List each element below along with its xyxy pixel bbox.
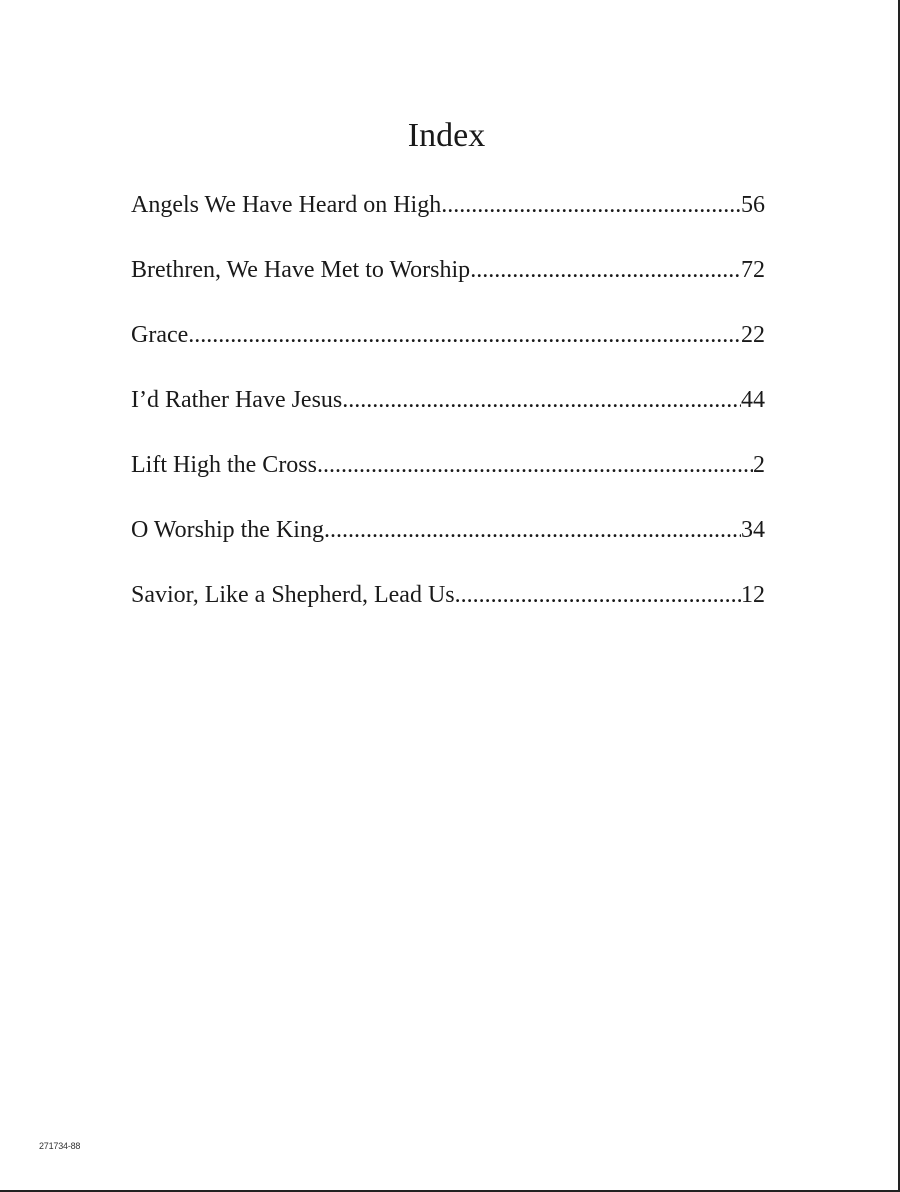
index-entry-page: 34 [741, 517, 765, 543]
dot-leader [342, 381, 741, 419]
index-entry-page: 56 [741, 192, 765, 218]
page-title: Index [407, 117, 486, 154]
index-entry-title: Lift High the Cross [131, 452, 317, 478]
index-entry-title: Savior, Like a Shepherd, Lead Us [131, 582, 455, 608]
index-entry-title: O Worship the King [131, 517, 324, 543]
dot-leader [324, 511, 741, 549]
dot-leader [455, 576, 741, 614]
dot-leader [470, 251, 741, 289]
index-entry-title: I’d Rather Have Jesus [131, 387, 343, 413]
index-entry-page: 22 [741, 322, 765, 348]
index-entry [131, 381, 765, 446]
index-entry [131, 511, 765, 576]
index-entry [131, 316, 765, 381]
index-entry [131, 186, 765, 251]
index-entry-title: Grace [131, 322, 189, 348]
index-entry [131, 576, 765, 641]
index-entry-title: Angels We Have Heard on High [131, 192, 442, 218]
index-entry-page: 44 [741, 387, 765, 413]
index-entry-page: 12 [741, 582, 765, 608]
dot-leader [441, 186, 741, 224]
dot-leader [188, 316, 741, 354]
index-entry-page: 2 [753, 452, 765, 478]
index-entry-page: 72 [741, 257, 765, 283]
index-list [131, 186, 765, 641]
catalog-number: 271734-88 [39, 1141, 81, 1151]
dot-leader [317, 446, 753, 484]
index-entry [131, 446, 765, 511]
index-entry [131, 251, 765, 316]
index-entry-title: Brethren, We Have Met to Worship [131, 257, 471, 283]
